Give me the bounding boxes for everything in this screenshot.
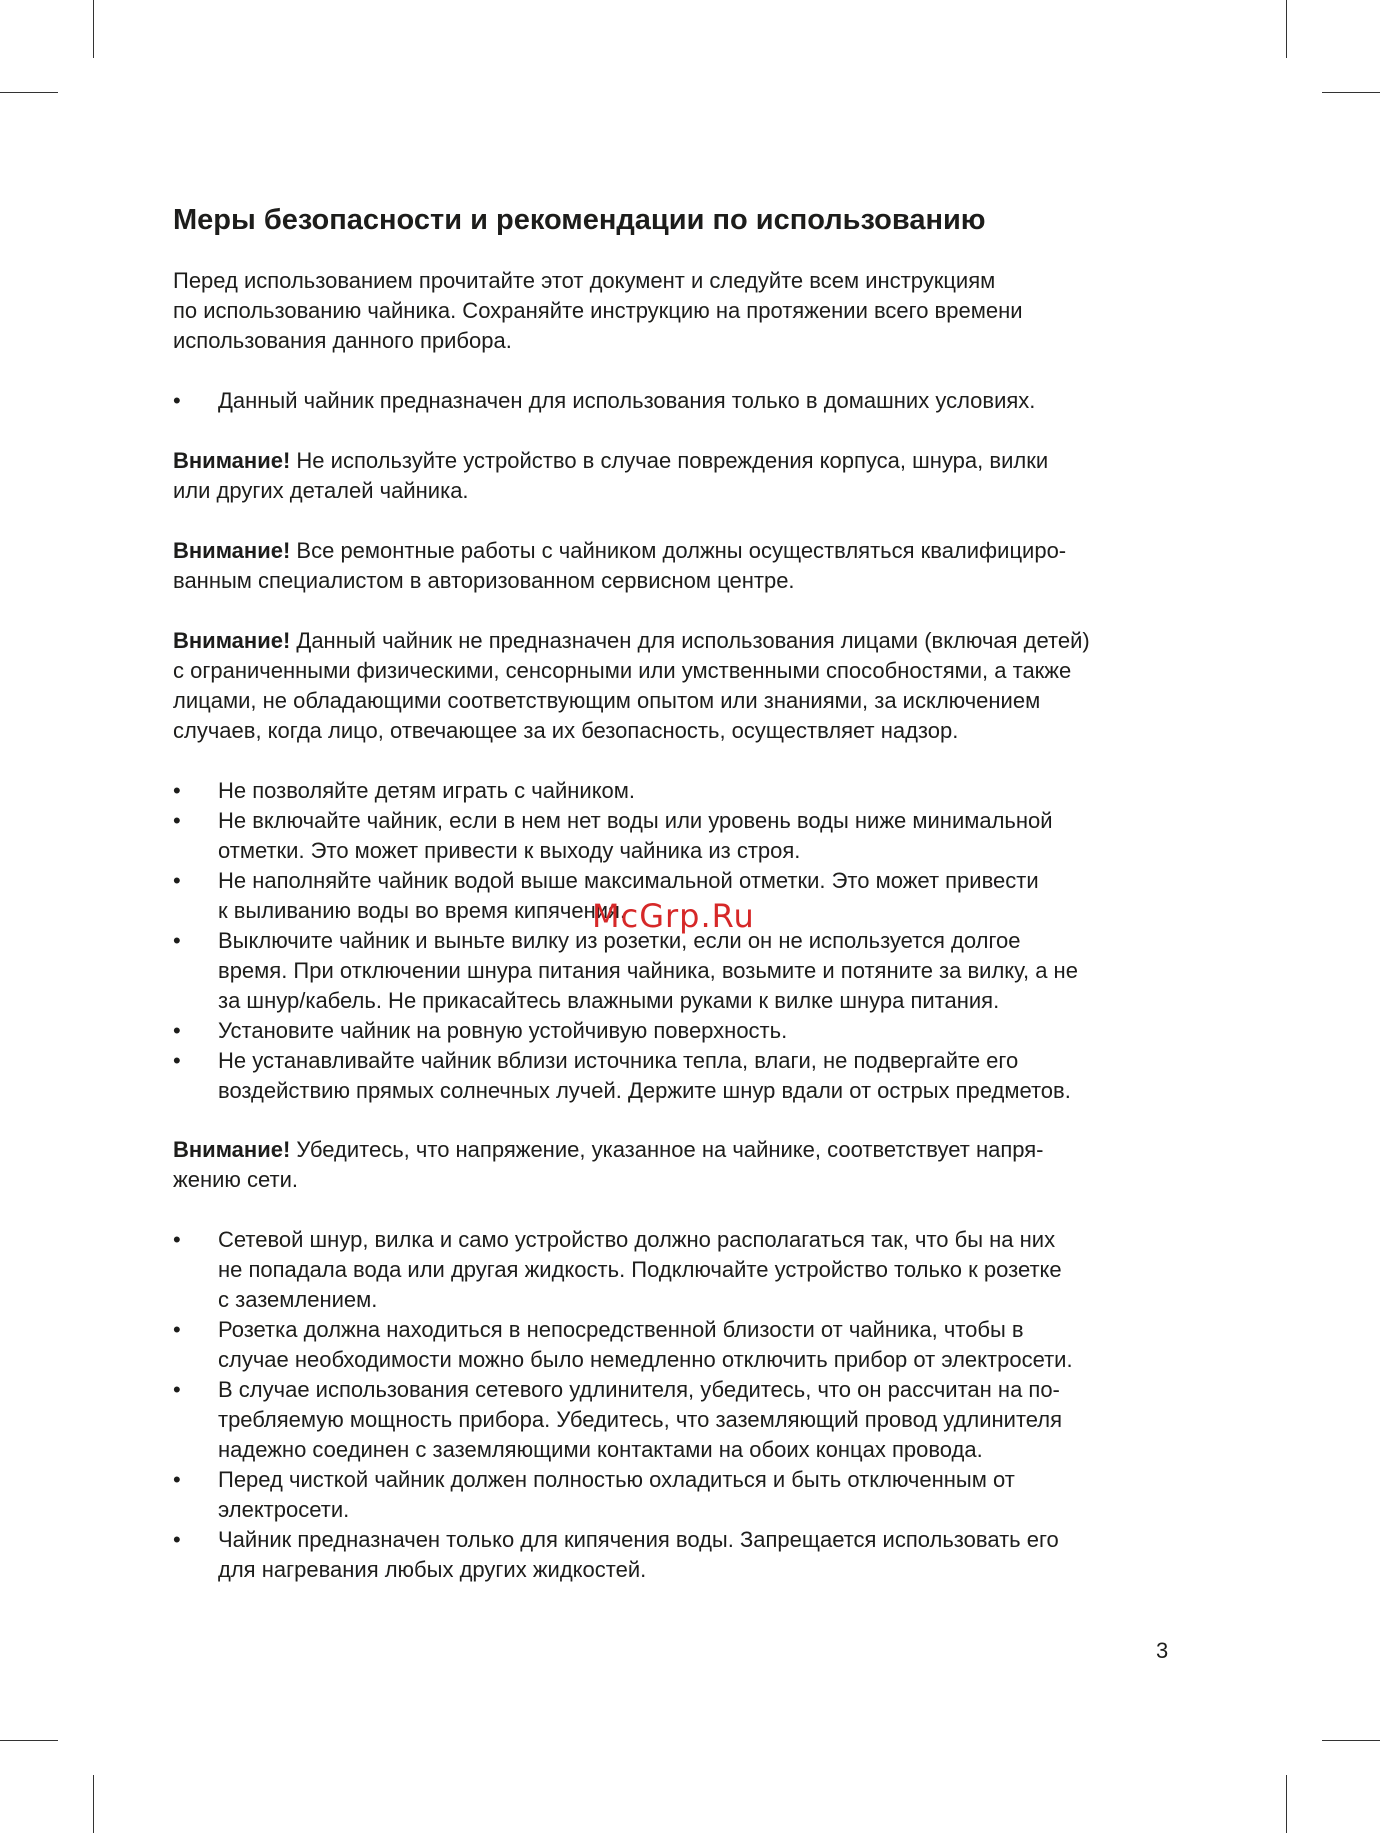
bullet-icon: • [173,1527,181,1552]
text-line: к выливанию воды во время кипячения. [218,898,627,923]
text-line: Перед чисткой чайник должен полностью охладиться и быть отключенным от [218,1467,1015,1492]
text-line: по использованию чайника. Сохраняйте инструкцию на протяжении всего времени [173,298,1023,323]
crop-mark [1286,1775,1287,1833]
text-line: воздействию прямых солнечных лучей. Держите шнур вдали от острых предметов. [218,1078,1071,1103]
text-line: случаев, когда лицо, отвечающее за их безопасность, осуществляет надзор. [173,718,959,743]
warning-text: Не используйте устройство в случае повреждения корпуса, шнура, вилки [296,448,1049,473]
bullet-icon: • [173,868,181,893]
text-line: жению сети. [173,1167,298,1192]
text-line: Не позволяйте детям играть с чайником. [218,778,636,803]
text-line [173,1135,1183,1165]
text-line: В случае использования сетевого удлинителя, убедитесь, что он рассчитан на по- [218,1377,1060,1402]
text-line: надежно соединен с заземляющими контактами на обоих концах провода. [218,1437,983,1462]
list-item [173,776,1193,806]
bullet-list [173,1225,1193,1585]
text-line: Не устанавливайте чайник вблизи источника тепла, влаги, не подвергайте его [218,1048,1019,1073]
text-line: Розетка должна находиться в непосредственной близости от чайника, чтобы в [218,1317,1024,1342]
warning-paragraph [173,1135,1183,1195]
list-item [173,1465,1193,1525]
bullet-list [173,386,1193,416]
page-number: 3 [1156,1638,1169,1663]
list-item [173,1375,1193,1465]
text-line: Установите чайник на ровную устойчивую поверхность. [218,1018,788,1043]
crop-mark [93,1775,94,1833]
text-line: не попадала вода или другая жидкость. Подключайте устройство только к розетке [218,1257,1062,1282]
warning-paragraph [173,536,1183,596]
text-line: электросети. [218,1497,350,1522]
list-item [173,1315,1193,1375]
bullet-icon: • [173,1048,181,1073]
text-line: требляемую мощность прибора. Убедитесь, что заземляющий провод удлинителя [218,1407,1063,1432]
list-item [173,386,1193,416]
watermark-logo: McGrp.Ru [592,897,755,935]
warning-label: Внимание! [173,448,291,473]
text-line: Сетевой шнур, вилка и само устройство должно располагаться так, что бы на них [218,1227,1056,1252]
text-line: для нагревания любых других жидкостей. [218,1557,647,1582]
bullet-icon: • [173,808,181,833]
bullet-icon: • [173,1317,181,1342]
text-line: Не наполняйте чайник водой выше максимальной отметки. Это может привести [218,868,1039,893]
intro-paragraph [173,266,1183,356]
list-item [173,1525,1193,1585]
text-line: Данный чайник предназначен для использования только в домашних условиях. [218,388,1036,413]
text-line: ванным специалистом в авторизованном сервисном центре. [173,568,795,593]
text-line: лицами, не обладающими соответствующим опытом или знаниями, за исключением [173,688,1041,713]
warning-text: Данный чайник не предназначен для использования лицами (включая детей) [296,628,1090,653]
warning-label: Внимание! [173,628,291,653]
list-item [173,1046,1193,1106]
crop-mark [1322,1740,1380,1741]
crop-mark [93,0,94,58]
warning-text: Убедитесь, что напряжение, указанное на чайнике, соответствует напря- [296,1137,1044,1162]
warning-label: Внимание! [173,538,291,563]
warning-label: Внимание! [173,1137,291,1162]
bullet-icon: • [173,1227,181,1252]
page-title: Меры безопасности и рекомендации по использованию [173,204,986,236]
bullet-icon: • [173,1467,181,1492]
list-item [173,926,1193,1016]
warning-text: Все ремонтные работы с чайником должны осуществляться квалифициро- [296,538,1067,563]
text-line: или других деталей чайника. [173,478,469,503]
text-line: Выключите чайник и выньте вилку из розетки, если он не используется долгое [218,928,1021,953]
text-line [173,536,1183,566]
text-line: использования данного прибора. [173,328,512,353]
text-line: отметки. Это может привести к выходу чайника из строя. [218,838,801,863]
bullet-icon: • [173,928,181,953]
text-line: Не включайте чайник, если в нем нет воды или уровень воды ниже минимальной [218,808,1053,833]
warning-paragraph [173,446,1183,506]
bullet-icon: • [173,1377,181,1402]
list-item [173,1225,1193,1315]
text-line: с заземлением. [218,1287,378,1312]
warning-paragraph [173,626,1183,746]
crop-mark [0,1740,58,1741]
bullet-list [173,776,1193,1106]
text-line: случае необходимости можно было немедленно отключить прибор от электросети. [218,1347,1073,1372]
text-line: Чайник предназначен только для кипячения воды. Запрещается использовать его [218,1527,1059,1552]
crop-mark [1322,92,1380,93]
text-line: Перед использованием прочитайте этот документ и следуйте всем инструкциям [173,268,996,293]
list-item [173,1016,1193,1046]
text-line [173,626,1183,656]
text-line: за шнур/кабель. Не прикасайтесь влажными руками к вилке шнура питания. [218,988,1000,1013]
crop-mark [1286,0,1287,58]
text-line: время. При отключении шнура питания чайника, возьмите и потяните за вилку, а не [218,958,1078,983]
bullet-icon: • [173,388,181,413]
list-item [173,806,1193,866]
text-line [173,446,1183,476]
crop-mark [0,92,58,93]
text-line: с ограниченными физическими, сенсорными или умственными способностями, а также [173,658,1072,683]
bullet-icon: • [173,1018,181,1043]
bullet-icon: • [173,778,181,803]
